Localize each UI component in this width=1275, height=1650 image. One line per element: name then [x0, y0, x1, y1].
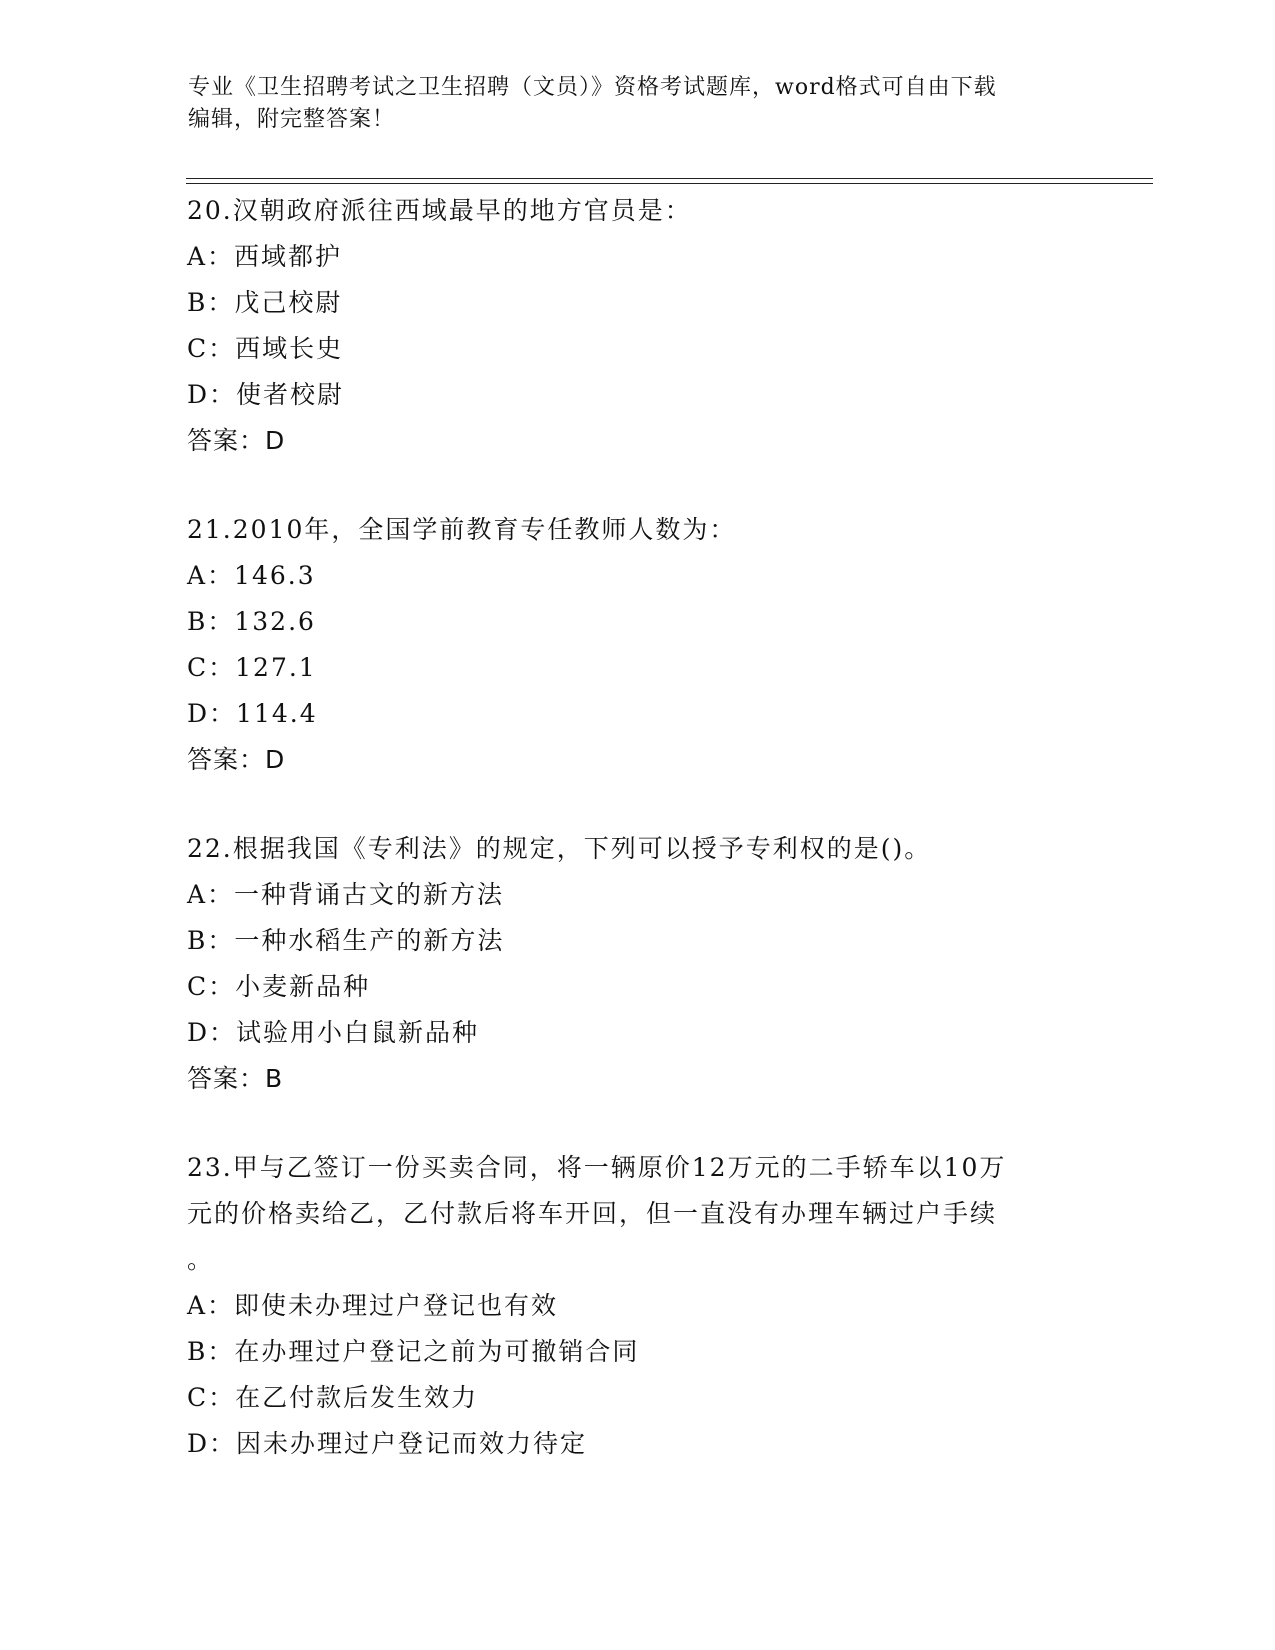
header-divider-top: [186, 178, 1153, 179]
header-line-2: 编辑，附完整答案！: [188, 107, 396, 132]
question-23: [187, 1145, 1087, 1467]
option-d: D：114.4: [187, 699, 318, 728]
question-title: 20.汉朝政府派往西域最早的地方官员是：: [187, 196, 692, 225]
option-c: C：西域长史: [187, 334, 344, 363]
question-title: 22.根据我国《专利法》的规定，下列可以授予专利权的是()。: [187, 834, 932, 863]
question-title-line-3: 。: [187, 1245, 215, 1274]
question-22: [187, 826, 1087, 1102]
option-b: B：一种水稻生产的新方法: [187, 926, 505, 955]
option-a: A：西域都护: [187, 242, 343, 271]
option-c: C：127.1: [187, 653, 317, 682]
option-c: C：在乙付款后发生效力: [187, 1383, 479, 1412]
option-b: B：在办理过户登记之前为可撤销合同: [187, 1337, 640, 1366]
header-line-1: 专业《卫生招聘考试之卫生招聘（文员）》资格考试题库，word格式可自由下载: [188, 75, 997, 100]
option-b: B：戊己校尉: [187, 288, 343, 317]
option-d: D：试验用小白鼠新品种: [187, 1018, 480, 1047]
option-a: A：一种背诵古文的新方法: [187, 880, 505, 909]
question-title: 21.2010年，全国学前教育专任教师人数为：: [187, 515, 737, 544]
question-21: [187, 507, 1087, 783]
question-title-line-1: 23.甲与乙签订一份买卖合同，将一辆原价12万元的二手轿车以10万: [187, 1153, 1007, 1182]
document-header: [188, 72, 1068, 136]
option-a: A：146.3: [187, 561, 316, 590]
header-divider-bottom: [186, 183, 1153, 184]
option-d: D：使者校尉: [187, 380, 345, 409]
question-20: [187, 188, 1087, 464]
option-d: D：因未办理过户登记而效力待定: [187, 1429, 588, 1458]
answer: 答案：D: [187, 426, 286, 455]
answer: 答案：B: [187, 1064, 284, 1093]
question-title-line-2: 元的价格卖给乙，乙付款后将车开回，但一直没有办理车辆过户手续: [187, 1199, 998, 1228]
option-b: B：132.6: [187, 607, 316, 636]
option-c: C：小麦新品种: [187, 972, 371, 1001]
answer: 答案：D: [187, 745, 286, 774]
option-a: A：即使未办理过户登记也有效: [187, 1291, 559, 1320]
